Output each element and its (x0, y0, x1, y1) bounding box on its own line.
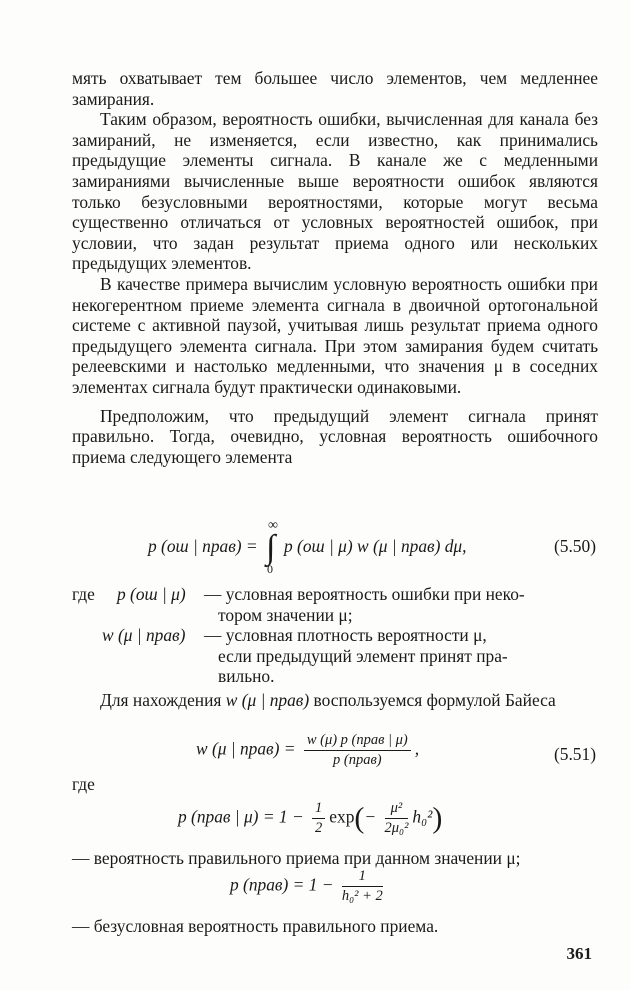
where-label-2: где (72, 774, 95, 794)
def-text-1a: — условная вероятность ошибки при неко- (204, 584, 525, 604)
eq-a-inner-num: μ² (385, 800, 409, 819)
def-text-2c: вильно. (218, 666, 275, 687)
equation-5-51 (72, 732, 598, 780)
eq-b-den: h₀² + 2 (341, 888, 383, 904)
eq-b-lhs: p (прав) = 1 − (230, 874, 338, 895)
def-text-1b: тором значении μ; (218, 604, 353, 625)
definitions-block-1 (72, 584, 598, 687)
eq-a-h0: h₀² (412, 806, 433, 827)
bayes-text-b: воспользуемся формулой Байеса (313, 690, 556, 710)
after-eq-b-text: — безусловная вероятность правильного приема. (72, 916, 439, 936)
equation-number-5-51: (5.51) (553, 744, 596, 764)
eq-a-half-den: 2 (315, 820, 323, 836)
paragraph-conclusion: Таким образом, вероятность ошибки, вычисленная для канала без замираний, не изменяется, если известно, как принимались предыдущие элементы сигнала. В канале же с медленными замираниями вычисленные выше вероятности ошибок являются только безусловными вероятностями, которые могут весьма существенно отличаться от условных вероятностей ошибок, при условии, что задан результат приема одного или нескольких предыдущих элементов. (72, 109, 598, 274)
eq-5-50-lhs: p (ош | прав) = (148, 536, 262, 556)
paren-close: ) (432, 801, 443, 835)
eq-a-inner-den: 2μ₀² (384, 820, 409, 836)
eq-5-50-rhs: p (ош | μ) w (μ | прав) dμ, (284, 536, 467, 556)
eq-5-51-lhs: w (μ | прав) = (196, 738, 300, 759)
equation-5-50 (72, 518, 598, 576)
equation-number-5-50: (5.50) (553, 536, 596, 556)
integral-upper-limit: ∞ (268, 518, 278, 533)
where-label: где (72, 584, 95, 604)
paragraph-bayes (72, 690, 598, 711)
eq-5-51-numerator: w (μ) p (прав | μ) (304, 732, 411, 751)
def-text-2a: — условная плотность вероятности μ, (204, 625, 487, 646)
def-text-2b: если предыдущий элемент принят пра- (218, 645, 508, 666)
eq-5-51-fraction (304, 732, 411, 769)
eq-5-51-comma: , (414, 738, 420, 759)
integral-sign: ∫ ∞ 0 (266, 518, 278, 576)
after-eq-b-row (72, 916, 598, 937)
text-block-2 (72, 690, 598, 711)
paragraph-assumption: Предположим, что предыдущий элемент сигнала принят правильно. Тогда, очевидно, условная вероятность ошибочного приема следующего элемента (72, 405, 598, 467)
integral-lower-limit: 0 (267, 562, 273, 576)
eq-5-51-denominator: p (прав) (333, 752, 382, 768)
def-term-density: w (μ | прав) (102, 625, 186, 646)
eq-a-half-num: 1 (312, 800, 325, 819)
def-term-error-given-mu: p (ош | μ) (117, 584, 186, 604)
where-label-2-row (72, 774, 598, 795)
page-number: 361 (566, 944, 592, 963)
after-eq-a-row (72, 848, 598, 869)
bayes-term: w (μ | прав) (225, 690, 310, 710)
eq-a-exp: exp (329, 806, 355, 827)
equation-correct-given-mu: p (прав | μ) = 1 − $\frac{1}{2}$ exp(− $\frac{\text{μ²}}{\text{2μ₀²}}$ h₀²) (178, 800, 443, 836)
paragraph-example: В качестве примера вычислим условную вероятность ошибки при некогерентном приеме элемента сигнала в двоичной ортогональной системе с активной паузой, учитывая лишь результат приема одного предыдущего элемента сигнала. При этом замирания будем считать релеевскими и настолько медленными, что значения μ в соседних элементах сигнала будут практически одинаковыми. (72, 273, 598, 397)
eq-a-lhs: p (прав | μ) = 1 − (178, 806, 309, 827)
paren-open: ( (354, 801, 365, 835)
after-eq-a-text: — вероятность правильного приема при данном значении μ; (72, 848, 521, 868)
bayes-text-a: Для нахождения (100, 690, 222, 710)
eq-b-num: 1 (342, 868, 383, 887)
equation-correct-unconditional (72, 868, 598, 916)
text-block-1 (72, 68, 598, 467)
paragraph-continuation: мять охватывает тем большее число элементов, чем медленнее замирания. (72, 68, 598, 109)
